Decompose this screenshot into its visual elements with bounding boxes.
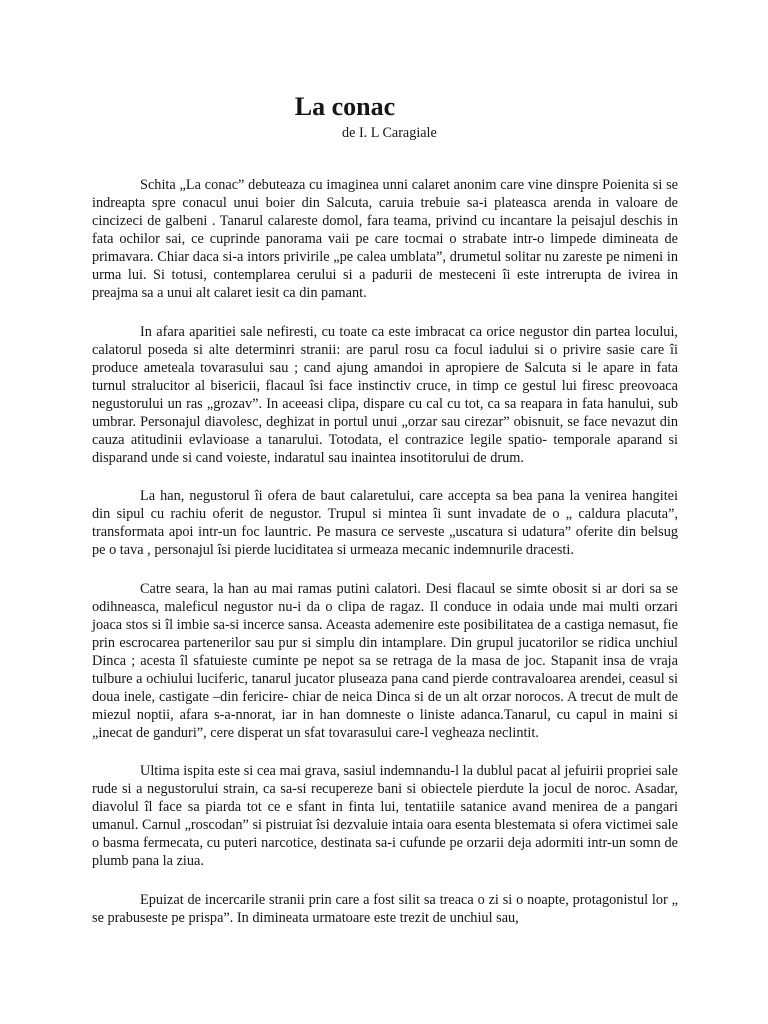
document-author: de I. L Caragiale <box>342 125 437 141</box>
paragraph: Ultima ispita este si cea mai grava, sasiul indemnandu-l la dublul pacat al jefuirii propriei sale rude si a negustorului strain, ca sa-si recupereze bani si obiectele pierdute la jocul de noroc. Asadar, diavolul îl face sa piarda tot ce e sfant in finta lui, tentatiile satanice avand menirea de a pangari umanul. Carnul „roscodan” si pistruiat îsi dezvaluie intaia oara esenta blestemata si ofera victimei sale o basma fermecata, cu puteri narcotice, destinata sa-i cufunde pe orzarii deja adormiti intr-un somn de plumb pana la ziua. <box>92 763 678 870</box>
paragraph: Schita „La conac” debuteaza cu imaginea unni calaret anonim care vine dinspre Poienita si se indreapta spre conacul unui boier din Salcuta, caruia trebuie sa-i plateasca arenda in valoare de cincizeci de galbeni . Tanarul calareste domol, fara teama, privind cu incantare la peisajul deschis in fata ochilor sai, ce cuprinde panorama vaii pe care tocmai o strabate intr-o limpede dimineata de primavara. Chiar daca si-a intors privirile „pe calea umblata”, drumetul solitar nu zareste pe nimeni in urma lui. Si totusi, contemplarea cerului si a padurii de mesteceni îi este intrerupta de ivirea in preajma sa a unui alt calaret iesit ca din pamant. <box>92 177 678 301</box>
document-body <box>92 176 678 948</box>
paragraph: La han, negustorul îi ofera de baut calaretului, care accepta sa bea pana la venirea hangitei din sipul cu rachiu oferit de negustor. Trupul si mintea îi sunt invadate de o „ caldura placuta”, transformata apoi intr-un foc launtric. Pe masura ce serveste „uscatura si udatura” oferite din belsug pe o tava , personajul îsi pierde luciditatea si urmeaza mecanic indemnurile dracesti. <box>92 488 678 559</box>
document-title: La conac <box>294 92 396 121</box>
paragraph: In afara aparitiei sale nefiresti, cu toate ca este imbracat ca orice negustor din partea locului, calatorul poseda si alte determinri stranii: are parul rosu ca focul iadului si o privire sasie care îi produce ameteala tovarasului sau ; cand ajung amandoi in apropiere de Salcuta si le apare in fata turnul stralucitor al bisericii, flacaul îsi face instinctiv cruce, in timp ce gestul lui firesc preovoaca negustorului un ras „grozav”. In aceeasi clipa, dispare cu cal cu tot, ca sa reapara in fata hanului, sub umbrar. Personajul diavolesc, deghizat in portul unui „orzar sau cirezar” obisnuit, se face nevazut din cauza atitudinii evlavioase a tanarului. Totodata, el contrazice legile spatio- temporale aparand si disparand unde si cand voieste, indaratul sau inaintea insotitorului de drum. <box>92 323 678 466</box>
paragraph: Epuizat de incercarile stranii prin care a fost silit sa treaca o zi si o noapte, protagonistul lor „ se prabuseste pe prispa”. In dimineata urmatoare este trezit de unchiul sau, <box>92 891 678 926</box>
paragraph: Catre seara, la han au mai ramas putini calatori. Desi flacaul se simte obosit si ar dori sa se odihneasca, maleficul negustor nu-i da o clipa de ragaz. Il conduce in odaia unde mai multi orzari joaca stos si îl imbie sa-si incerce sansa. Aceasta ademenire este posibilitatea de a castiga nemasut, fie prin escrocarea partenerilor sau pur si simplu din intamplare. Din grupul jucatorilor se ridica unchiul Dinca ; acesta îl sfatuieste cuminte pe nepot sa se retraga de la masa de joc. Stapanit insa de vraja tulbure a ochiului luciferic, tanarul jucator pluseaza pana cand pierde contravaloarea arendei, ceasul si doua inele, castigate –din fericire- chiar de neica Dinca si de un alt orzar norocos. A trecut de mult de miezul noptii, afara s-a-nnorat, iar in han domneste o liniste adanca.Tanarul, cu capul in maini si „inecat de ganduri”, cere disperat un sfat tovarasului care-l vegheaza neclintit. <box>92 580 678 741</box>
